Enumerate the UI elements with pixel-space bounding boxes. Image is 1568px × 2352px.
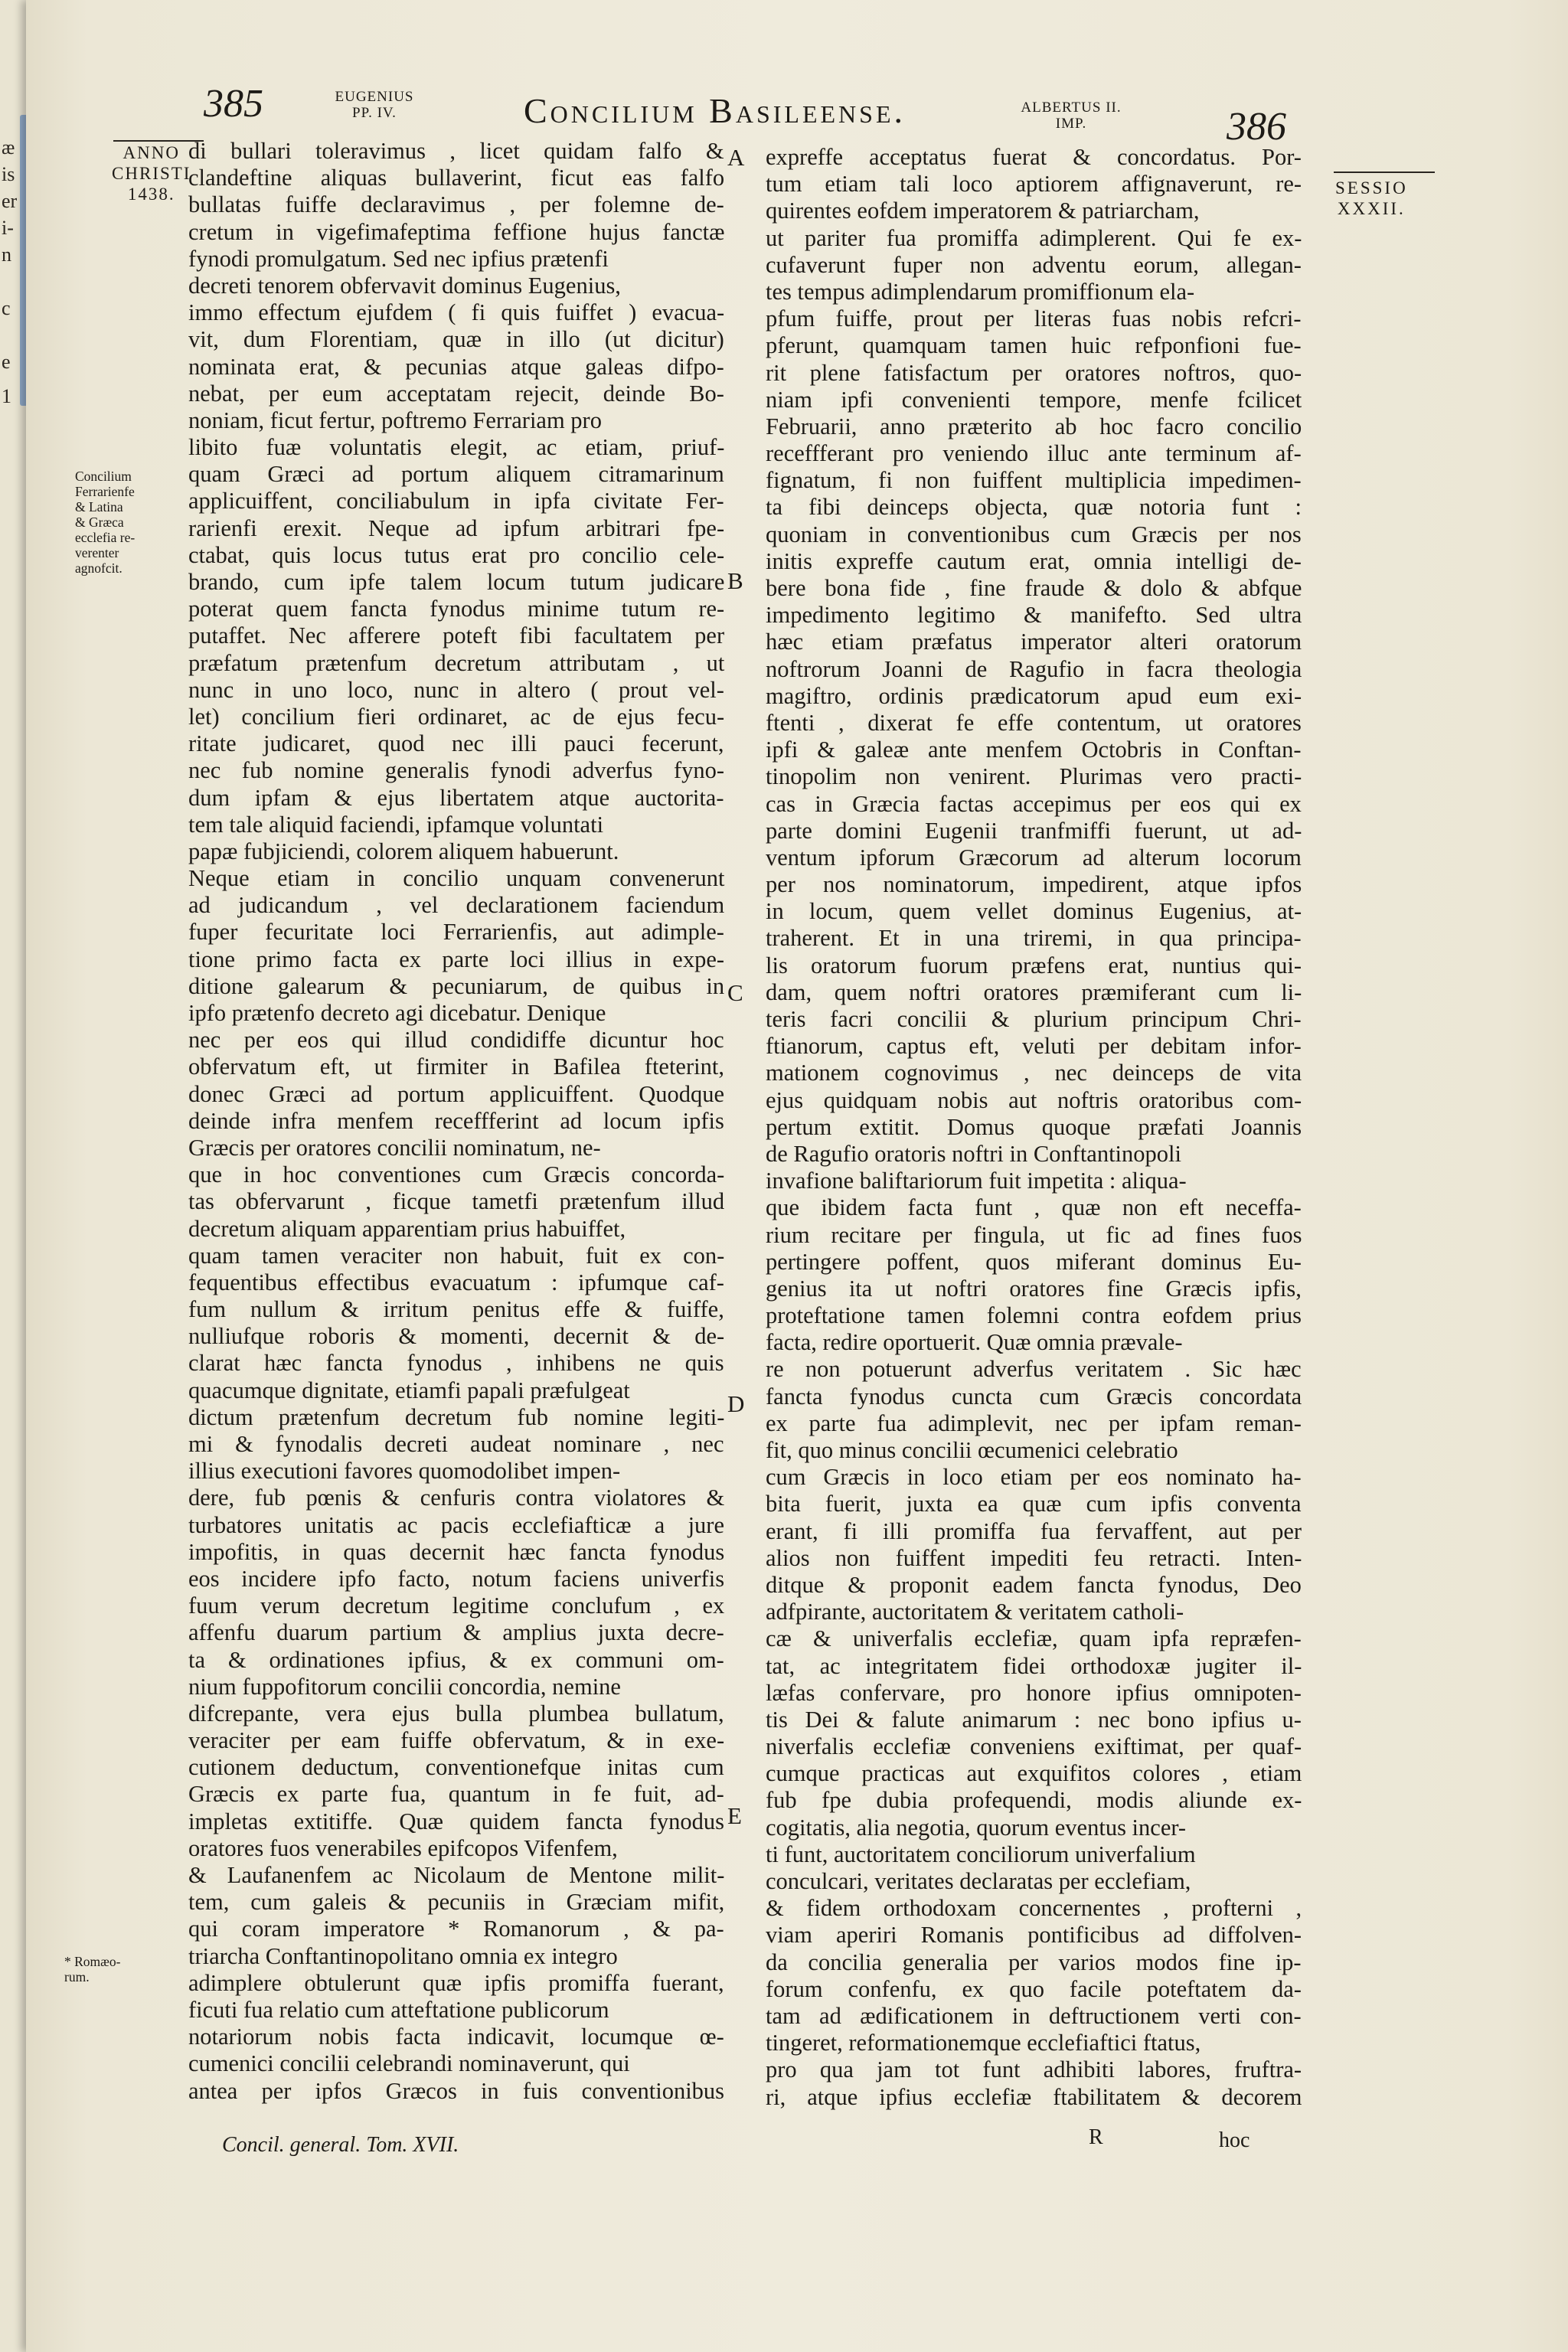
prev-page-fragment: æ: [2, 136, 15, 158]
text-line: de Ragufio oratoris noftri in Conftantinopoli: [766, 1140, 1181, 1167]
text-line: fancta fynodus cuncta cum Græcis concordata: [766, 1383, 1302, 1410]
text-line: cufaverunt fuper non adventu eorum, allegan-: [766, 251, 1302, 278]
text-line: turbatores unitatis ac pacis ecclefiafticæ a jure: [188, 1511, 724, 1538]
text-line: que in hoc conventiones cum Græcis concorda-: [188, 1161, 725, 1188]
emperor-title: IMP.: [1055, 116, 1087, 132]
text-line: cum Græcis in loco etiam per eos nominato ha-: [766, 1464, 1302, 1491]
text-line: adfpirante, auctoritatem & veritatem catholi-: [766, 1599, 1184, 1625]
text-line: obfervatum eft, ut firmiter in Bafilea fteterint,: [188, 1054, 724, 1080]
section-letter-d: D: [727, 1390, 745, 1417]
text-line: parte domini Eugenii tranfmiffi fuerunt, ut ad-: [766, 817, 1302, 844]
text-line: rit plene fatisfactum per oratores noftros, quo-: [766, 359, 1302, 386]
text-line: pferunt, quamquam tamen huic refponfioni fue-: [766, 332, 1302, 359]
text-line: in locum, quem vellet dominus Eugenius, at-: [766, 898, 1302, 925]
text-line: facta, redire oportuerit. Quæ omnia prævale-: [766, 1329, 1183, 1356]
text-line: adimplere obtulerunt quæ ipfis promiffa fuerant,: [188, 1969, 724, 1996]
text-line: Græcis per oratores concilii nominatum, ne-: [188, 1134, 601, 1161]
text-line: bere bona fide , fine fraude & dolo & abfque: [766, 575, 1302, 601]
sessio-rule: [1334, 172, 1435, 173]
text-line: rarienfi erexit. Neque ad ipfum arbitrari fpe-: [188, 514, 725, 541]
text-line: nium fuppofitorum concilii concordia, nemine: [188, 1673, 621, 1700]
text-line: nec per eos qui illud condidiffe dicuntur hoc: [188, 1027, 724, 1054]
prev-page-fragment: er: [2, 190, 18, 212]
text-line: proteftatione tamen folemni contra eofdem prius: [766, 1302, 1302, 1329]
text-line: veraciter per eam fuiffe obfervatum, & in exe-: [188, 1727, 725, 1754]
text-line: per nos nominatorum, impedirent, atque ipfos: [766, 871, 1302, 898]
text-line: quirentes eofdem imperatorem & patriarcham,: [766, 198, 1200, 224]
pope-header: [325, 89, 424, 121]
text-line: dam, quem noftri oratores præmiferant cum li-: [766, 978, 1302, 1005]
text-line: que ibidem facta funt , quæ non eft neceffa-: [766, 1194, 1302, 1221]
text-line: fit, quo minus concilii œcumenici celebratio: [766, 1437, 1178, 1463]
section-letter-a: A: [727, 144, 745, 171]
text-line: dere, fub pœnis & cenfuris contra violatores &: [188, 1485, 725, 1511]
text-line: tem, cum galeis & pecuniis in Græciam mifit,: [188, 1889, 725, 1916]
sessio-note: SESSIO XXXII.: [1335, 178, 1408, 218]
text-line: tinopolim non venirent. Plurimas vero practi-: [766, 763, 1302, 790]
text-line: dictum prætenfum decretum fub nomine legiti-: [188, 1403, 725, 1430]
text-line: lis oratorum fuorum præfens erat, nuntius qui-: [766, 952, 1302, 978]
text-line: ficuti fua relatio cum atteftatione publicorum: [188, 1996, 609, 2023]
text-line: bita fuerit, juxta ea quæ cum ipfis conventa: [766, 1491, 1302, 1517]
text-line: fequentibus effectibus evacuatum : ipfumque caf-: [188, 1269, 724, 1295]
text-line: invafione baliftariorum fuit impetita : aliqua-: [766, 1168, 1187, 1194]
text-line: hæc etiam præfatus imperator alteri oratorum: [766, 629, 1302, 655]
text-line: noftrorum Joanni de Ragufio in facra theologia: [766, 655, 1302, 682]
text-line: erant, fi illi promiffa fua fervaffent, aut per: [766, 1517, 1302, 1544]
prev-page-fragment: n: [2, 243, 11, 266]
text-line: affenfu duarum partium & amplius juxta decre-: [188, 1619, 724, 1646]
anno-christi-note: ANNO CHRISTI 1438.: [112, 143, 191, 204]
text-line: tis Dei & falute animarum : nec bono ipfius u-: [766, 1706, 1302, 1733]
text-line: papæ fubjiciendi, colorem aliquem habuerunt.: [188, 838, 619, 864]
section-letter-b: B: [727, 567, 743, 594]
text-line: nebat, per eum acceptatam rejecit, deinde Bo-: [188, 380, 724, 407]
text-line: viam aperiri Romanis pontificibus ad diffolven-: [766, 1922, 1302, 1949]
text-line: libito fuæ voluntatis elegit, ac etiam, priuf-: [188, 434, 725, 461]
text-line: fuper fecuritate loci Ferrarienfis, aut adimple-: [188, 919, 724, 946]
section-letter-c: C: [727, 979, 743, 1006]
text-line: impletas extitiffe. Quæ quidem fancta fynodus: [188, 1808, 724, 1834]
text-line: cumque practicas aut exquifitos colores , etiam: [766, 1760, 1302, 1787]
margin-note-concilium: Concilium Ferrarienfe & Latina & Græca ecclefia re- verenter agnofcit.: [75, 469, 136, 576]
text-line: let) concilium fieri ordinaret, ac de ejus fecu-: [188, 703, 725, 730]
page-tab-marker: [20, 115, 26, 406]
book-page: [26, 0, 1568, 2352]
text-line: impedimento legitimo & manifefto. Sed ultra: [766, 602, 1302, 629]
text-line: quoniam in conventionibus cum Græcis per nos: [766, 521, 1302, 547]
pope-name: EUGENIUS: [335, 89, 414, 105]
text-line: ctabat, quis locus tutus erat pro concilio cele-: [188, 541, 725, 568]
prev-page-fragment: c: [2, 297, 11, 319]
text-line: triarcha Conftantinopolitano omnia ex integro: [188, 1942, 618, 1969]
text-line: di bullari toleravimus , licet quidam falfo &: [188, 138, 724, 164]
text-line: alios non fuiffent impediti feu retracti. Inten-: [766, 1544, 1302, 1571]
text-line: mationem cognovimus , nec deinceps de vita: [766, 1060, 1302, 1086]
text-line: receffferant pro veniendo illuc ante terminum af-: [766, 440, 1302, 467]
text-line: conculcari, veritates declaratas per ecclefiam,: [766, 1868, 1191, 1894]
text-line: fynodi promulgatum. Sed nec ipfius prætenfi: [188, 245, 609, 272]
text-line: nunc in uno loco, nunc in altero ( prout vel-: [188, 676, 724, 703]
text-line: læfas confervare, pro honore ipfius omnipoten-: [766, 1679, 1302, 1706]
text-line: applicuiffent, conciliabulum in ipfa civitate Fer-: [188, 488, 724, 514]
text-line: ejus quidquam nobis aut noftris oratoribus com-: [766, 1086, 1302, 1113]
text-line: ditione galearum & pecuniarum, de quibus in: [188, 972, 725, 999]
text-line: ventum ipforum Græcorum ad alterum locorum: [766, 844, 1302, 871]
text-line: ri, atque ipfius ecclefiæ ftabilitatem & decorem: [766, 2083, 1302, 2110]
text-line: pertingere poffent, quos miferant dominus Eu-: [766, 1248, 1302, 1275]
text-line: niam ipfi convenienti tempore, menfe fcilicet: [766, 386, 1302, 413]
text-line: teris facri concilii & plurium principum Chri-: [766, 1006, 1302, 1032]
text-line: ftianorum, captus eft, veluti per debitam infor-: [766, 1033, 1302, 1060]
text-line: & fidem orthodoxam concernentes , profterni ,: [766, 1895, 1302, 1922]
prev-page-fragment: 1: [2, 385, 11, 407]
text-line: genius ita ut noftri oratores fine Græcis ipfis,: [766, 1275, 1302, 1302]
text-line: tione primo facta ex parte loci illius in expe-: [188, 946, 725, 972]
footer-volume-reference: Concil. general. Tom. XVII.: [222, 2133, 459, 2157]
text-line: quam tamen veraciter non habuit, fuit ex con-: [188, 1242, 725, 1269]
text-line: tam ad ædificationem in deftructionem verti con-: [766, 2002, 1302, 2029]
text-line: impofitis, in quas decernit hæc fancta fynodus: [188, 1538, 725, 1565]
text-line: tat, ac integritatem fidei orthodoxæ jugiter il-: [766, 1652, 1302, 1679]
text-line: ritate judicaret, quod nec illi pauci fecerunt,: [188, 730, 724, 757]
text-line: tes tempus adimplendarum promiffionum ela-: [766, 278, 1195, 305]
text-line: deinde infra menfem receffferint ad locum ipfis: [188, 1107, 724, 1134]
page-number-right: 386: [1227, 105, 1286, 149]
text-line: fum nullum & irritum penitus effe & fuiffe,: [188, 1296, 724, 1323]
left-text-column: [188, 138, 724, 2105]
text-line: illius executioni favores quomodolibet impen-: [188, 1458, 621, 1485]
text-line: eos incidere ipfo facto, notum faciens univerfis: [188, 1565, 725, 1592]
text-line: noniam, ficut fertur, poftremo Ferrariam pro: [188, 407, 602, 433]
text-line: tingeret, reformationemque ecclefiaftici ftatus,: [766, 2030, 1201, 2056]
text-line: quacumque dignitate, etiamfi papali præfulgeat: [188, 1377, 630, 1403]
right-text-column: [766, 144, 1302, 2111]
text-line: ta fibi deinceps objecta, quæ notoria funt :: [766, 494, 1302, 521]
text-line: decretum aliquam apparentiam prius habuiffet,: [188, 1215, 626, 1242]
text-line: ditque & proponit eadem fancta fynodus, Deo: [766, 1571, 1302, 1598]
text-line: præfatum prætenfum decretum attributam , ut: [188, 649, 725, 676]
text-line: Græcis ex parte fua, quantum in fe fuit, ad-: [188, 1781, 724, 1808]
text-line: ti funt, auctoritatem conciliorum univerfalium: [766, 1841, 1196, 1867]
emperor-header: [1014, 100, 1129, 132]
text-line: ut pariter fua promiffa adimplerent. Qui fe ex-: [766, 224, 1302, 251]
text-line: bullatas fuiffe declaravimus , per folemne de-: [188, 191, 724, 218]
text-line: tas obfervarunt , ficque tametfi prætenfum illud: [188, 1188, 725, 1215]
text-line: cogitatis, alia negotia, quorum eventus incer-: [766, 1814, 1187, 1841]
prev-page-fragment: i-: [2, 217, 14, 239]
text-line: niverfalis ecclefiæ conveniens exiftimat, per quaf-: [766, 1733, 1302, 1760]
text-line: cas in Græcia factas accepimus per eos qui ex: [766, 790, 1302, 817]
text-line: cumenici concilii celebrandi nominaverunt, qui: [188, 2050, 630, 2077]
text-line: ta & ordinationes ipfius, & ex communi om-: [188, 1646, 724, 1673]
page-number-left: 385: [204, 82, 263, 126]
text-line: clarat hæc fancta fynodus , inhibens ne quis: [188, 1350, 724, 1377]
text-line: rium recitare per fingula, ut fic ad fines fuos: [766, 1221, 1302, 1248]
text-line: mi & fynodalis decreti audeat nominare , nec: [188, 1431, 724, 1457]
text-line: brando, cum ipfe talem locum tutum judicare: [188, 569, 725, 595]
text-line: da concilia generalia per varios modos fine ip-: [766, 1949, 1302, 1975]
text-line: fub fpe dubia profequendi, modis aliunde ex-: [766, 1787, 1302, 1814]
text-line: vit, dum Florentiam, quæ in illo (ut dicitur): [188, 326, 724, 353]
text-line: notariorum nobis facta indicavit, locumque œ-: [188, 2024, 724, 2050]
footer-signature: R: [1089, 2125, 1103, 2149]
text-line: pfum fuiffe, prout per literas fuas nobis refcri-: [766, 305, 1302, 332]
text-line: antea per ipfos Græcos in fuis conventionibus: [188, 2077, 725, 2104]
text-line: & Laufanenfem ac Nicolaum de Mentone milit-: [188, 1862, 725, 1888]
text-line: ex parte fua adimplevit, nec per ipfam reman-: [766, 1410, 1302, 1436]
text-line: pertum extitit. Domus quoque præfati Joannis: [766, 1113, 1302, 1140]
text-line: putaffet. Nec afferere poteft fibi facultatem per: [188, 622, 725, 649]
text-line: donec Græci ad portum applicuiffent. Quodque: [188, 1080, 725, 1107]
pope-ordinal: PP. IV.: [352, 105, 397, 121]
text-line: nominata erat, & pecunias atque galeas difpo-: [188, 353, 724, 380]
text-line: ipfo prætenfo decreto agi dicebatur. Denique: [188, 1000, 606, 1026]
text-line: re non potuerunt adverfus veritatem . Sic hæc: [766, 1356, 1302, 1383]
text-line: decreti tenorem obfervavit dominus Eugenius,: [188, 272, 621, 299]
text-line: fuum verum decretum legitime conclufum , ex: [188, 1592, 725, 1619]
text-line: tum etiam tali loco aptiorem affignaverunt, re-: [766, 171, 1302, 198]
text-line: cretum in vigefimafeptima feffione hujus fanctæ: [188, 218, 725, 245]
text-line: cutionem deductum, conventionefque initas cum: [188, 1754, 724, 1781]
prev-page-fragment: is: [2, 163, 15, 185]
text-line: clandeftine aliquas bullaverint, ficut eas falfo: [188, 165, 725, 191]
prev-page-fragment: e: [2, 351, 11, 373]
section-letter-e: E: [727, 1802, 742, 1829]
text-line: Neque etiam in concilio unquam convenerunt: [188, 865, 725, 892]
text-line: fignatum, fi non fuiffent multiplicia impedimen-: [766, 467, 1302, 494]
text-line: magiftro, ordinis prædicatorum apud eum exi-: [766, 682, 1302, 709]
text-line: nulliufque roboris & momenti, decernit & de-: [188, 1323, 725, 1350]
text-line: quam Græci ad portum aliquem citramarinum: [188, 461, 724, 488]
page-title: Concilium Basileense.: [524, 91, 906, 130]
text-line: ipfi & galeæ ante menfem Octobris in Conftan-: [766, 737, 1302, 763]
emperor-name: ALBERTUS II.: [1021, 100, 1122, 116]
footer-catchword: hoc: [1219, 2128, 1250, 2152]
text-line: forum confenfu, ex quo facile poteftatem da-: [766, 1975, 1302, 2002]
text-line: pro qua jam tot funt adhibiti labores, fruftra-: [766, 2056, 1302, 2083]
text-line: initis expreffe cautum erat, omnia intelligi de-: [766, 547, 1302, 574]
text-line: difcrepante, vera ejus bulla plumbea bullatum,: [188, 1700, 724, 1726]
text-line: tem tale aliquid faciendi, ipfamque voluntati: [188, 811, 604, 838]
margin-note-romaeorum: * Romæo- rum.: [64, 1954, 121, 1984]
text-line: expreffe acceptatus fuerat & concordatus. Por-: [766, 144, 1302, 170]
text-line: poterat quem fancta fynodus minime tutum re-: [188, 596, 725, 622]
previous-page-edge: [0, 0, 26, 2352]
text-line: immo effectum ejufdem ( fi quis fuiffet ) evacua-: [188, 299, 725, 326]
text-line: ad judicandum , vel declarationem faciendum: [188, 892, 725, 919]
text-line: traherent. Et in una triremi, in qua principa-: [766, 925, 1302, 952]
text-line: qui coram imperatore * Romanorum , & pa-: [188, 1916, 724, 1942]
text-line: dum ipfam & ejus libertatem atque auctorita-: [188, 784, 724, 811]
text-line: Februarii, anno præterito ab hoc facro concilio: [766, 413, 1302, 439]
text-line: nec fub nomine generalis fynodi adverfus fyno-: [188, 757, 725, 784]
text-line: ftenti , dixerat fe effe contentum, ut oratores: [766, 709, 1302, 736]
text-line: cæ & univerfalis ecclefiæ, quam ipfa repræfen-: [766, 1625, 1302, 1652]
text-line: oratores fuos venerabiles epifcopos Vifenfem,: [188, 1834, 618, 1861]
